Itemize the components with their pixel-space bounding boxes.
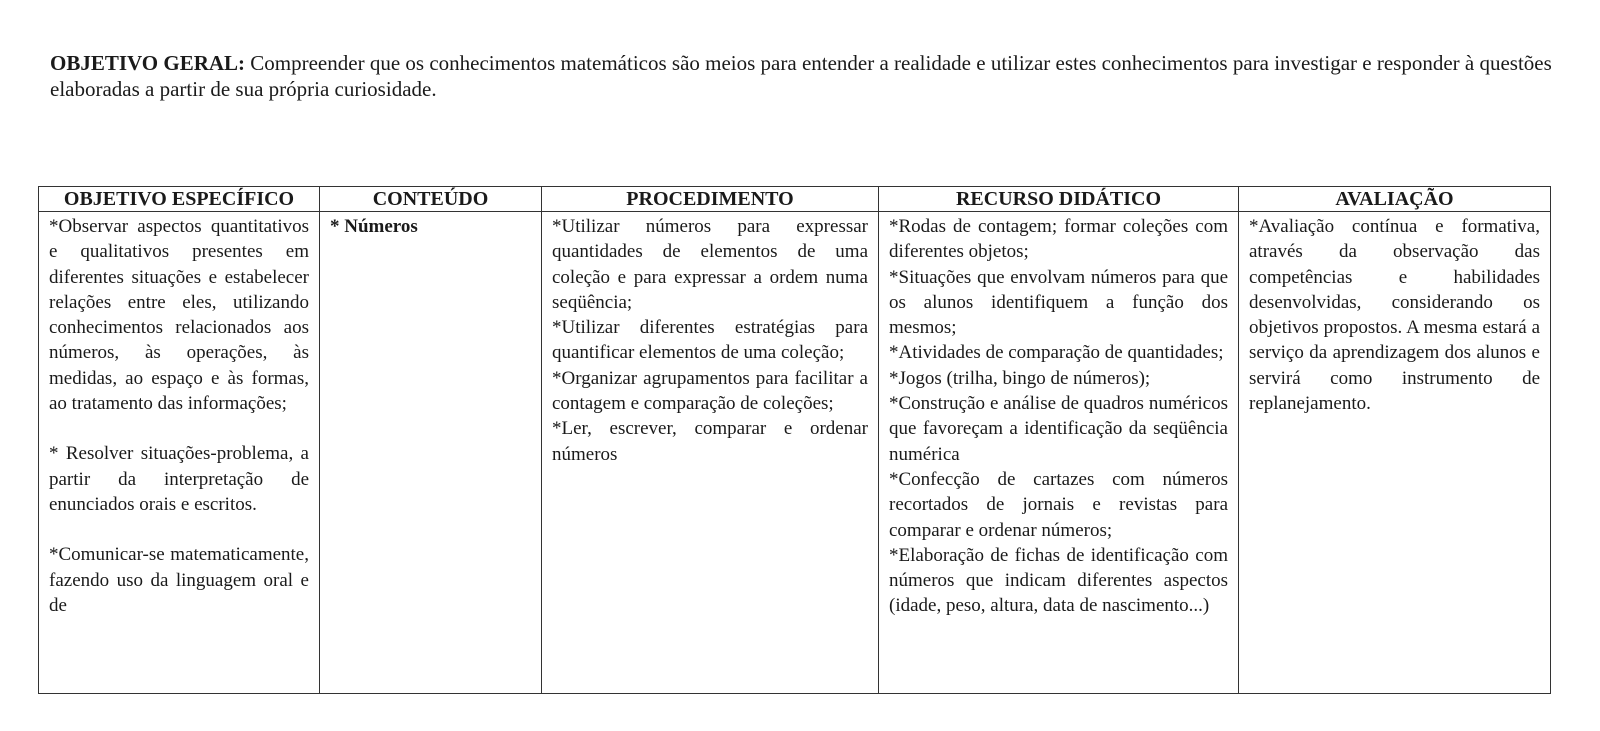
cell-recurso-didatico: [879, 212, 1239, 694]
general-objective-label: OBJETIVO GERAL:: [50, 51, 246, 75]
header-conteudo: CONTEÚDO: [320, 187, 542, 212]
procedure-item: *Utilizar diferentes estratégias para quantificar elementos de uma coleção;: [552, 317, 868, 364]
general-objective: [50, 50, 1580, 102]
resource-item: *Atividades de comparação de quantidades;: [889, 342, 1224, 364]
procedure-item: *Ler, escrever, comparar e ordenar números: [552, 418, 868, 465]
table-row: [39, 212, 1551, 694]
cell-procedimento: [542, 212, 879, 694]
specific-objective-item: *Observar aspectos quantitativos e qualitativos presentes em diferentes situações e estabelecer relações entre eles, utilizando conhecimentos relacionados aos números, às operações, às medidas, ao espaço e às formas, ao tratamento das informações;: [49, 216, 309, 415]
header-avaliacao: AVALIAÇÃO: [1239, 187, 1551, 212]
evaluation-item: *Avaliação contínua e formativa, através da observação das competências e habilidades desenvolvidas, considerando os objetivos propostos. A mesma estará a serviço da aprendizagem dos alunos e servirá como instrumento de replanejamento.: [1249, 216, 1540, 415]
general-objective-text: Compreender que os conhecimentos matemáticos são meios para entender a realidade e utilizar estes conhecimentos para investigar e responder à questões elaboradas a partir de sua própria curiosidade.: [50, 51, 1552, 101]
cell-avaliacao: [1239, 212, 1551, 694]
resource-item: *Rodas de contagem; formar coleções com diferentes objetos;: [889, 216, 1228, 263]
resource-item: *Confecção de cartazes com números recortados de jornais e revistas para comparar e ordenar números;: [889, 468, 1228, 541]
lesson-plan-table: [38, 186, 1551, 694]
specific-objective-item: * Resolver situações-problema, a partir da interpretação de enunciados orais e escritos.: [49, 443, 309, 515]
cell-conteudo: [320, 212, 542, 694]
table-header-row: [39, 187, 1551, 212]
content-item: * Números: [330, 216, 418, 237]
cell-objetivo-especifico: [39, 212, 320, 694]
header-recurso-didatico: RECURSO DIDÁTICO: [879, 187, 1239, 212]
procedure-item: *Utilizar números para expressar quantidades de elementos de uma coleção e para expressar a ordem numa seqüência;: [552, 216, 868, 313]
resource-item: *Situações que envolvam números para que os alunos identifiquem a função dos mesmos;: [889, 266, 1228, 339]
procedure-item: *Organizar agrupamentos para facilitar a contagem e comparação de coleções;: [552, 367, 868, 415]
resource-item: *Construção e análise de quadros numéricos que favoreçam a identificação da seqüência numérica: [889, 393, 1228, 465]
resource-item: *Jogos (trilha, bingo de números);: [889, 367, 1151, 389]
header-objetivo-especifico: OBJETIVO ESPECÍFICO: [39, 187, 320, 212]
specific-objective-item: *Comunicar-se matematicamente, fazendo uso da linguagem oral e de: [49, 544, 309, 616]
resource-item: *Elaboração de fichas de identificação com números que indicam diferentes aspectos (idade, peso, altura, data de nascimento...): [889, 544, 1228, 617]
header-procedimento: PROCEDIMENTO: [542, 187, 879, 212]
